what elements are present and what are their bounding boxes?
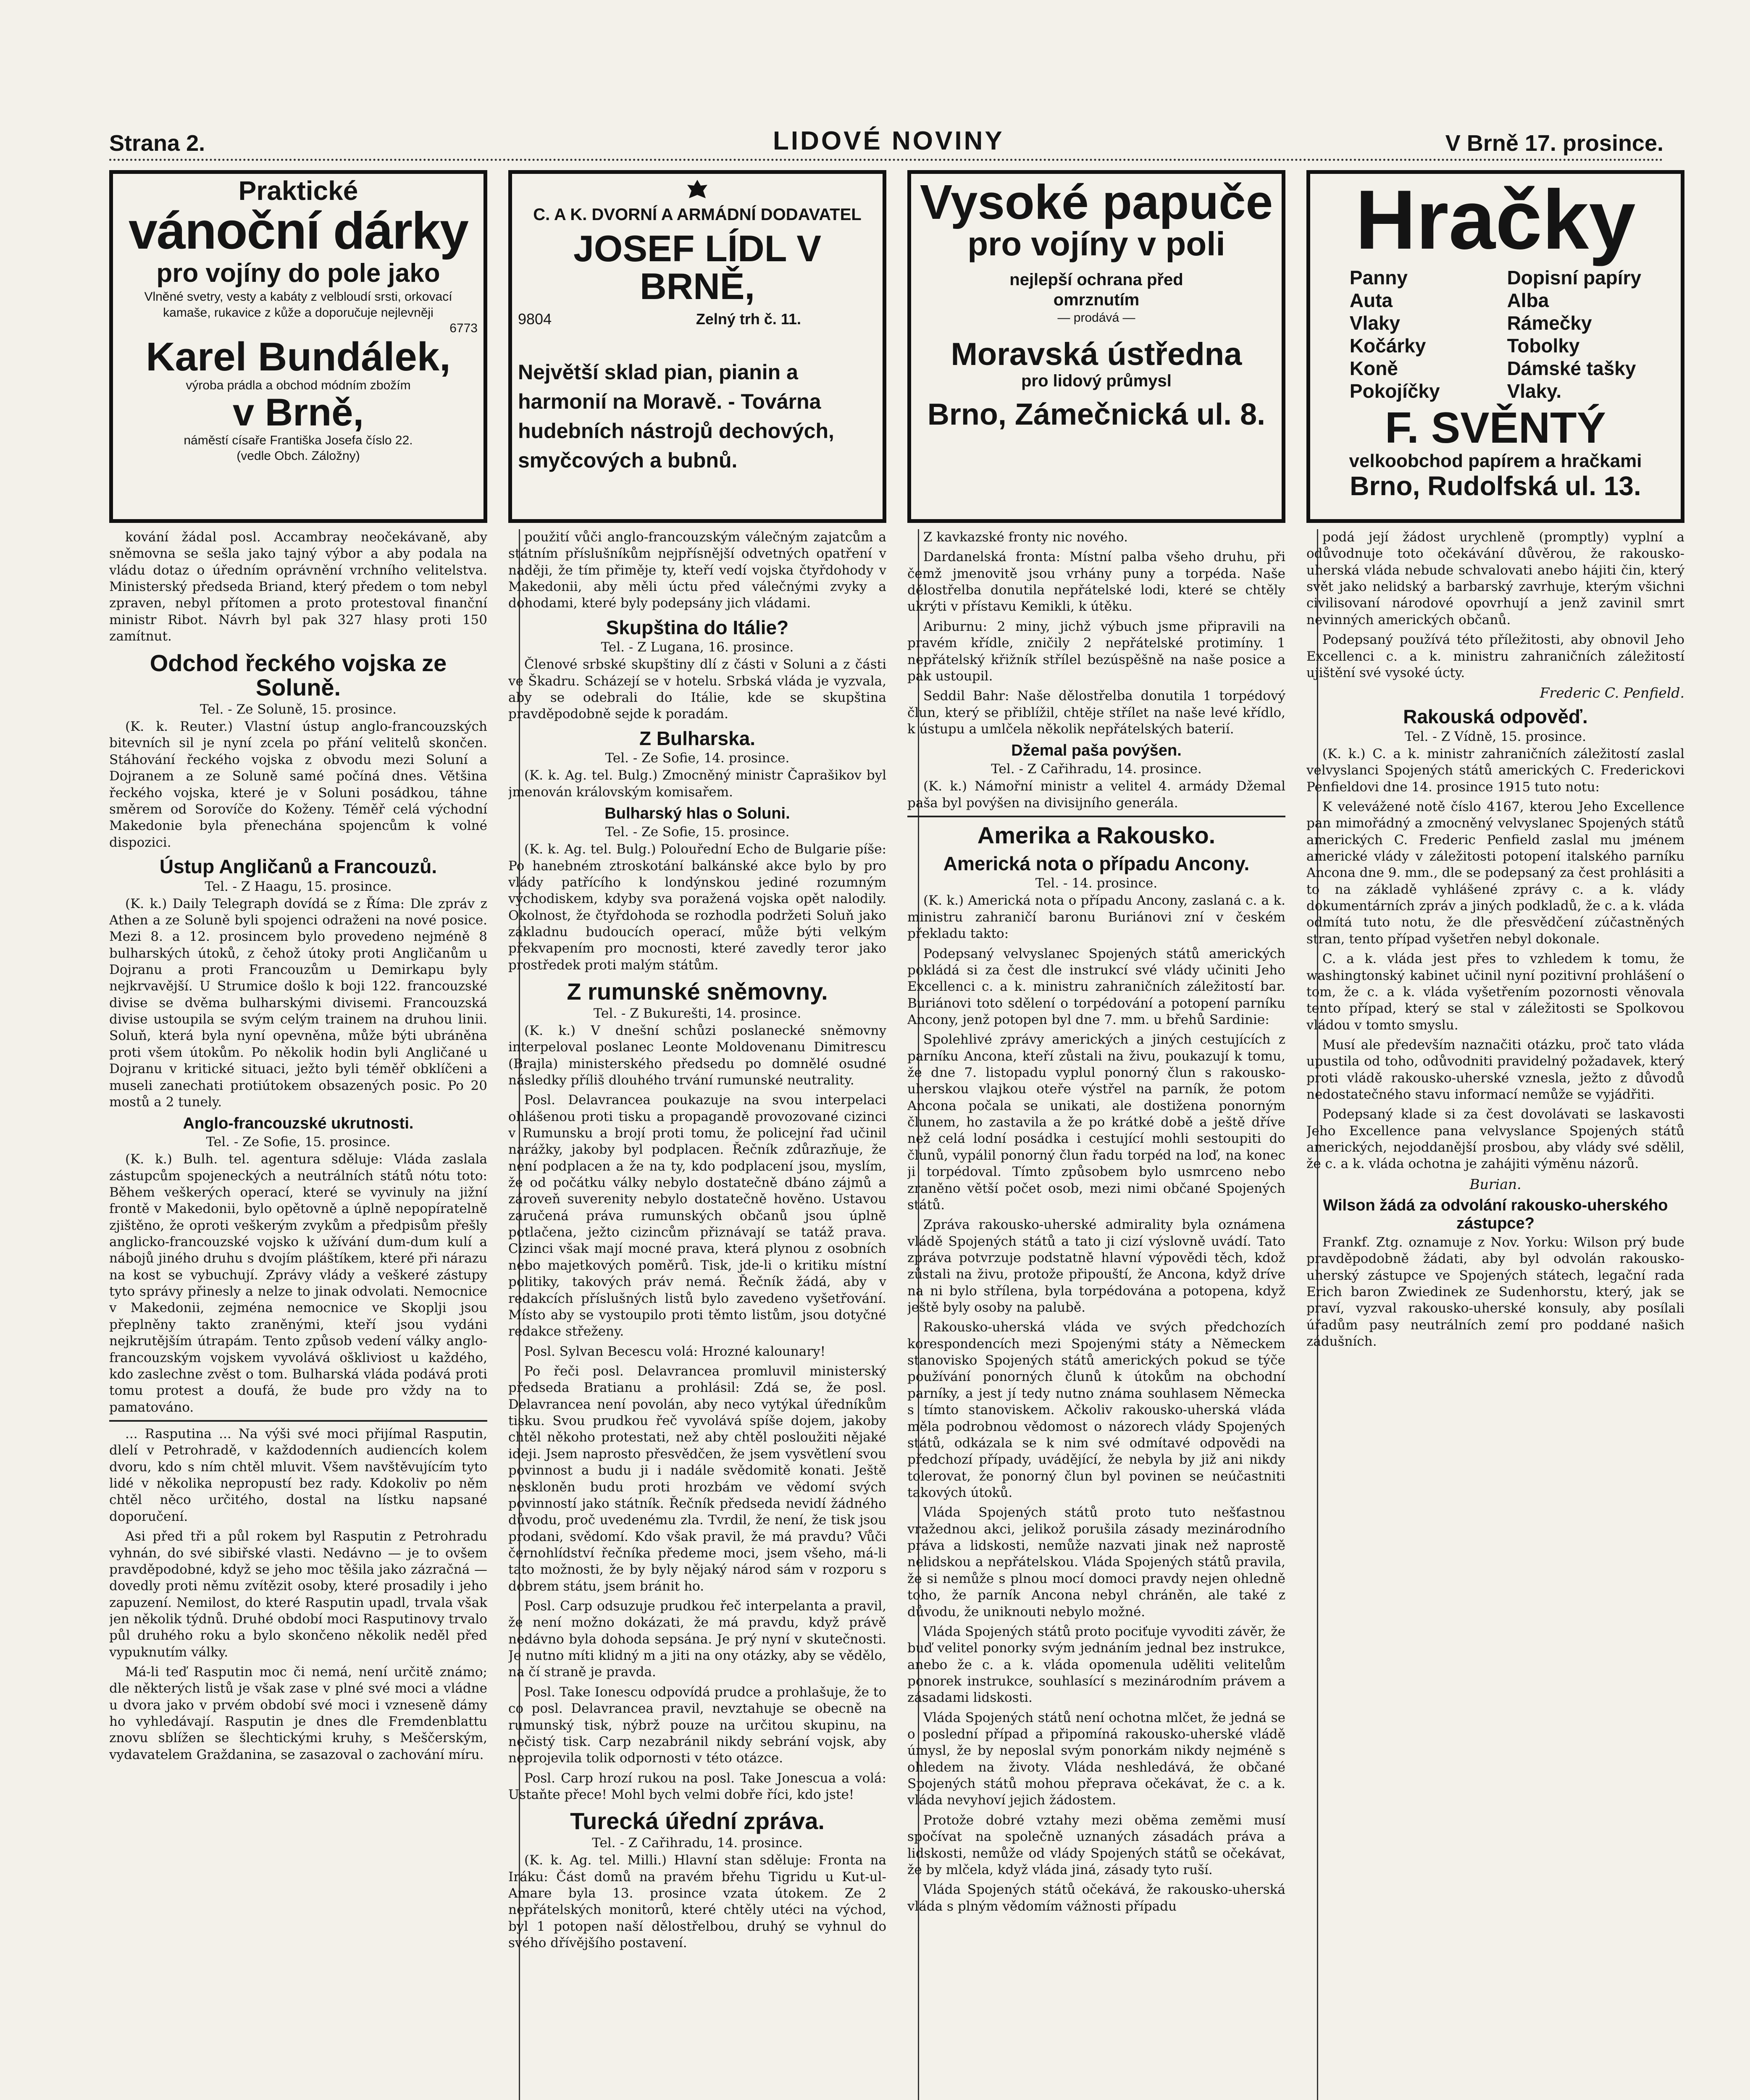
dateline: Tel. - Z Haagu, 15. prosince. bbox=[205, 879, 392, 894]
paragraph: Protože dobré vztahy mezi oběma zeměmi musí spočívat na společně uznaných zásadách práva a lidskosti, nemůže od vlády Spojených států se očekávat, že by mlčela, když vláda jiná, zásady tyto ruší. bbox=[907, 1812, 1285, 1877]
signature-burian: Burian. bbox=[1469, 1176, 1521, 1192]
separator bbox=[109, 1420, 487, 1422]
paragraph: Vláda Spojených států není ochotna mlčet, že jedná se o poslední případ a připomíná rakousko-uherské vládě úmysl, že by neposlal svým ponorkám nikdy nejméně s ohledem na životy. Vláda neshledává, že občané Spojených států mohou přeprava očekávat, že c. a k. vláda nevyhoví jejich žádostem. bbox=[907, 1710, 1285, 1808]
ad1-city: v Brně, bbox=[233, 391, 364, 434]
paragraph: Vláda Spojených států proto tuto nešťastnou vražednou akci, jelikož porušila zásady mezinárodního práva a lidskosti, nemůže nazvati jinak než naprostě nelidskou a nepřátelskou. Vláda Spojených států pravila, že si nemůže s plnou mocí domoci pravdy nejen ohledně toho, že parník Ancona nebyl chráněn, ale také z důvodu, že uniknouti nebylo možné. bbox=[907, 1505, 1285, 1620]
paragraph: (K. k.) Bulh. tel. agentura sděluje: Vláda zaslala zástupcům spojeneckých a neutrálních států nótu toto: Během veškerých operací, které se vyvinuly na jižní frontě v Makedonii, bylo opětovně a úplně nepopíratelně zjištěno, že oproti veškerým zvykům a předpisům přešly anglicko-francouzské vojsko k užívání dum-dum kulí a nábojů jiného druhu s dvojím pláštíkem, které při nárazu na kost se vybuchují. Zprávy vlády a veškeré zástupy tyto správy přinesly a nelze to jinak odvolati. Nemocnice v Makedonii, zejména nemocnice ve Skoplji jsou přeplněny takto zraněnými, kteří jsou vydáni nejkrutějším útrapám. Tento způsob vedení války anglo-francouzským vojskem vyvolává oškliviost u každého, kdo zaslechne zvěst o tom. Bulharská vláda podává proti tomu protest a doufá, že bude pro vždy na to pamatováno. bbox=[109, 1152, 487, 1415]
separator bbox=[907, 816, 1285, 817]
headline-atrocities: Anglo-francouzské ukrutnosti. bbox=[183, 1115, 414, 1133]
ad1-line4: Vlněné svetry, vesty a kabáty z velbloudí srsti, orkovací kamaše, rukavice z kůže a doporučuje nejlevněji bbox=[144, 290, 452, 320]
paragraph: (K. k. Ag. tel. Bulg.) Zmocněný ministr Čaprašikov byl jmenován královským komisařem. bbox=[508, 768, 886, 800]
paragraph: (K. k. Ag. tel. Bulg.) Polouřední Echo de Bulgarie píše: Po hanebném ztroskotání balkánské akce bylo by pro vlády patřícího k londýnskou jediné rozumným východiskem, kdyby sva poražená vojska opět nalodily. Okolnost, že čtyřdohoda se rozhodla podržeti Soluň jako základnu budoucích operací, může býti velkým překvapením pro mocnosti, které zavedly teror jako prostředek proti malým státům. bbox=[508, 842, 886, 973]
paragraph: Seddil Bahr: Naše dělostřelba donutila 1 torpédový člun, který se přiblížil, chtěje střílet na naše levé křídlo, k ústupu a umlčela několik nepřátelských baterií. bbox=[907, 688, 1285, 737]
ad4-address: Brno, Rudolfská ul. 13. bbox=[1350, 470, 1641, 501]
ad3-address: Brno, Zámečnická ul. 8. bbox=[927, 397, 1266, 431]
ad3-line2: pro vojíny v poli bbox=[967, 225, 1225, 263]
ad1-address: náměstí císaře Františka Josefa číslo 22. bbox=[184, 433, 413, 447]
headline-romanian-chamber: Z rumunské sněmovny. bbox=[567, 978, 828, 1005]
ad1-line1: Praktické bbox=[238, 176, 358, 206]
paragraph: Vláda Spojených států proto pociťuje vyvoditi závěr, že buď velitel ponorky svým jednáním jednal bez instrukce, anebo že c. a k. vláda opomenula uděliti velitelům ponorek instrukce, souhlasící s mezinárodním právem a zásadami lidskosti. bbox=[907, 1624, 1285, 1706]
subheadline-ancona-note: Americká nota o případu Ancony. bbox=[943, 852, 1250, 874]
ad-papuce bbox=[907, 170, 1285, 523]
page-number: Strana 2. bbox=[109, 131, 205, 156]
headline-bulgarian-voice: Bulharský hlas o Soluni. bbox=[604, 805, 790, 823]
headline-america-austria: Amerika a Rakousko. bbox=[977, 822, 1216, 849]
ad1-address2: (vedle Obch. Záložny) bbox=[236, 449, 360, 463]
ad1-line5: výroba prádla a obchod módním zbožím bbox=[186, 378, 411, 392]
column-3 bbox=[907, 529, 1285, 2100]
issue-date: V Brně 17. prosince. bbox=[1445, 131, 1663, 156]
paragraph: (K. k. Reuter.) Vlastní ústup anglo-francouzských bitevních sil je nyní zcela po přání velitelů skončen. Stáhování řeckého vojska z obvodu mezi Soluní a Dojranem a ze Soluně samé počíná dnes. Většina řeckého vojska, které je v Soluni posádkou, táhne směrem od Sorovíče do Koženy. Téměř celá východní Makedonie byla přenechána spojencům k volné dispozici. bbox=[109, 719, 487, 850]
headline-turkish-report: Turecká úřední zpráva. bbox=[570, 1808, 825, 1835]
article-columns bbox=[109, 529, 1684, 2100]
paragraph: Spolehlivé zprávy amerických a jiných cestujících z parníku Ancona, kteří zůstali na živu, poukazují k tomu, že dne 7. listopadu vyplul ponorný člun s rakousko-uherskou vlajkou oteře výstřel na parník, že potom Ancona počala se unikati, ale dostižena ponorným člunem, ho zastavila a že po krátké době a ještě dříve než celá lodní posádka i cestující mohli sestoupiti do člunů, vypálil ponorný člun řadu torpéd na loď, na konec ji torpédoval. Tímto způsobem bylo usmrceno nebo zraněno větší počet osob, mezi nimi občané Spojených států. bbox=[907, 1032, 1285, 1213]
ad4-item: Vlaky. bbox=[1507, 380, 1562, 402]
headline-bulgaria: Z Bulharska. bbox=[639, 727, 756, 749]
paragraph: Ariburnu: 2 miny, jichž výbuch jsme připravili na pravém křídle, zničily 2 nepřátelské protimíny. 1 nepřátelský křižník střílel bezúspěšně na naše posice a pak ustoupil. bbox=[907, 619, 1285, 684]
headline-wilson: Wilson žádá za odvolání rakousko-uherského zástupce? bbox=[1323, 1196, 1668, 1232]
paragraph: Podepsaný používá této příležitosti, aby obnovil Jeho Excellenci c. a k. ministru zahraničních záležitostí ujištění své vysoké úcty. bbox=[1306, 632, 1684, 680]
ad4-item: Koně bbox=[1349, 357, 1398, 379]
paragraph: Posl. Delavrancea poukazuje na svou interpelaci ohlášenou proti tisku a propagandě provozované cizinci v Rumunsku a brojí proti tomu, že policejní řad učinil narážky, jakoby byl podplacen. Řečník zdůrazňuje, že není podplacen a že na ty, kdo podplacení jsou, myslím, že od počátku války nebylo dostatečně dbáno zájmů a zároveň suverenity nebylo dostatečně hověno. Ustavou zaručená práva rumunských občanů jsou úplně potlačena, ježto cizincům přiznávají se tatáž prava. Cizinci však mají mocné prava, která plynou z osobních nebo majetkových poměrů. Tisk, jde-li o kritiku místní politiky, takových práv nemá. Řečník žádá, aby v redakcích příslušných listů bylo zavedeno vyšetřování. Místo aby se vystoupilo proti těmto listům, jsou dotyčné redakce střeženy. bbox=[508, 1092, 886, 1339]
dateline: Tel. - Z Cařihradu, 14. prosince. bbox=[991, 761, 1202, 777]
eagle-emblem-icon bbox=[685, 177, 710, 202]
paragraph: Asi před tři a půl rokem byl Rasputin z Petrohradu vyhnán, do své sibiřské vlasti. Nedávno — je to ovšem pravděpodobné, když se jeho moc těšila jako zázračná — dovedly proti němu zvítězit osoby, které prosadily i jeho zapuzení. Nemilost, do které Rasputin upadl, trvala však jen několik týdnů. Druhé období moci Rasputinovy trvalo půl druhého roku a bylo skončeno několik neděl před vypuknutím války. bbox=[109, 1529, 487, 1660]
ad4-item: Tobolky bbox=[1507, 335, 1580, 357]
paragraph: Posl. Carp odsuzuje prudkou řeč interpelanta a pravil, že není možno dokázati, že má pravdu, když právě nedávno byla dohoda sepsána. Je prý nyní v skutečnosti. Je nutno míti klidný m a jiti na ony otázky, aby se vědělo, na čí straně je pravda. bbox=[508, 1599, 886, 1680]
ad4-item: Panny bbox=[1349, 267, 1408, 289]
paragraph: kování žádal posl. Accambray neočekávaně, aby sněmovna se sešla jako tajný výbor a aby podala na vládu dotaz o úředním oprávnění vrchního velitelstva. Ministerský předseda Briand, který předem o tom nebyl zpraven, nebyl přítomen a proto protestoval finanční ministr Ribot. Návrh byl pak 327 hlasy proti 150 zamítnut. bbox=[109, 530, 487, 644]
ad4-left-list bbox=[1350, 266, 1440, 402]
ad2-address-row bbox=[518, 310, 877, 328]
dateline: Tel. - Ze Soluně, 15. prosince. bbox=[200, 702, 397, 717]
signature-penfield: Frederic C. Penfield. bbox=[1540, 685, 1684, 701]
paragraph: Podepsaný klade si za čest dovolávati se laskavosti Jeho Excellence pana velvyslance Spojených států amerických, nejoddanější prosbou, aby vlády své sdělil, že c. a k. vláda ochotna je zahájiti výměnu názorů. bbox=[1306, 1107, 1684, 1172]
ad3-line4: — prodává — bbox=[1057, 310, 1135, 325]
ad4-item: Alba bbox=[1507, 289, 1549, 311]
ad4-item: Kočárky bbox=[1349, 335, 1426, 357]
ad1-headline: vánoční dárky bbox=[129, 202, 468, 260]
masthead: LIDOVÉ NOVINY bbox=[773, 126, 1004, 155]
dateline: Tel. - Z Lugana, 16. prosince. bbox=[601, 640, 794, 655]
paragraph: Po řeči posl. Delavrancea promluvil ministerský předseda Bratianu a prohlásil: Zdá se, že posl. Delavrancea není povolán, aby neco vytýkal úředníkům tisku. Svou prudkou řeč vyvolává spíše dojem, jakoby chtěl někoho protestati, než aby chtěl posloužiti nějaké ideji. Jsem naprosto přesvědčen, že jsem vysvětlení svou povinnost a budu ji i nadále svědomitě konati. Ještě neskloněn budu proti hrozbám ve vědomí svých povinností jako státník. Řečník předseda nevidí žádného důvodu, proč uvedenému zla. Tvrdil, že není, že tisk jsou prodani, svědomí. Kdo však pravil, že má pravdu? Vůči černohlídství řečníka předeme moci, jsem všeho, má-li tato možnosti, že by byly nějaký národ sám v rozporu s dobrem státu, jsem bránit ho. bbox=[508, 1364, 886, 1594]
dateline: Tel. - Z Bukurešti, 14. prosince. bbox=[593, 1005, 801, 1021]
paragraph: (K. k.) Americká nota o případu Ancony, zaslaná c. a k. ministru zahraničí baronu Buriánovi zní v českém překladu takto: bbox=[907, 893, 1285, 942]
ad3-line5: Moravská ústředna bbox=[951, 336, 1242, 373]
ad4-item: Rámečky bbox=[1507, 312, 1592, 334]
ad2-address: Zelný trh č. 11. bbox=[696, 310, 801, 328]
ad-bundalek bbox=[109, 170, 487, 523]
paragraph: Posl. Carp hrozí rukou na posl. Take Jonescua a volá: Ustaňte přece! Mohl bych velmi dobře říci, kdo jste! bbox=[508, 1770, 886, 1802]
paragraph: použití vůči anglo-francouzským válečným zajatcům a státním příslušníkům nejpřísnější odvetných opatření v naději, že tím přiměje ty, kteří vedí vojska čtyřdohody v Makedonii, aby měli úctu před válečnými zvyky a dohodami, které byly podepsány jich vládami. bbox=[508, 530, 886, 611]
paragraph: (K. k. Ag. tel. Milli.) Hlavní stan sděluje: Fronta na Iráku: Část domů na pravém břehu Tigridu u Kut-ul-Amare byla 13. prosince vzata útokem. Ze 2 nepřátelských monitorů, které chtěly utéci na východ, byl 1 potopen naší dělostřelbou, druhý se vyhnul do svého dřívějšího postavení. bbox=[508, 1853, 886, 1950]
dateline: Tel. - Ze Sofie, 15. prosince. bbox=[605, 824, 790, 840]
headline-austrian-reply: Rakouská odpověď. bbox=[1403, 706, 1588, 728]
headline-greek-army: Odchod řeckého vojska ze Soluně. bbox=[150, 649, 447, 701]
paragraph: Zpráva rakousko-uherské admirality byla oznámena vládě Spojených států a tato ji cizí výslovně uvádí. Tato zpráva potvrzuje podstatně hlavní výpovědi těch, kdož zůstali na živu, protože připouští, že Ancona, když dríve na ni bylo střílena, byla torpédována a potopena, když ještě byly osoby na palubě. bbox=[907, 1217, 1285, 1315]
paragraph: (K. k.) Námořní ministr a velitel 4. armády Džemal paša byl povýšen na divisijního generála. bbox=[907, 779, 1285, 811]
header-rule bbox=[109, 159, 1663, 161]
ad4-line1: velkoobchod papírem a hračkami bbox=[1349, 451, 1642, 472]
paragraph: Rakousko-uherská vláda ve svých předchozích korespondencích mezi Spojenými státy a Německem stanovisko Spojených států amerických pokud se týče používání ponorných člunů k útokům na obchodní parníky, a jest jí tedy nutno známa souhlasem Německa s tímto stanoviskem. Ačkoliv rakousko-uherská vláda měla podrobnou vědomost o názorech vlády Spojených států, odkázala se k nim své odmítavé odpovědi na předchozí případy, uvádějící, že nebyla by již ani nikdy tolerovat, že ponorný člun byl povinen se neúčastniti takových útoků. bbox=[907, 1320, 1285, 1500]
paragraph: Dardanelská fronta: Místní palba všeho druhu, při čemž jmenovitě jsou vrhány puny a torpéda. Naše dělostřelba donutila nepřátelské lodi, které se chtěly ukrýti v přístavu Kemikli, k útěku. bbox=[907, 549, 1285, 614]
ad2-name: JOSEF LÍDL V BRNĚ, bbox=[573, 228, 822, 307]
ad2-number: 9804 bbox=[518, 310, 552, 328]
paragraph: Posl. Take Ionescu odpovídá prudce a prohlašuje, že to co posl. Delavrancea pravil, nevztahuje se obecně na rumunský tisk, nýbrž pouze na určitou skupinu, na nečistý tisk. Carp nezabránil nikdy sebrání vojsk, aby neprojevila tolik odpornosti v této otázce. bbox=[508, 1684, 886, 1766]
paragraph: Členové srbské skupštiny dlí z části v Soluni a z části ve Škadru. Scházejí se v hotelu. Srbská vláda je vyzvala, aby se odebrali do Itálie, kde se skupština pravděpodobně sejde k poradám. bbox=[508, 657, 886, 722]
ad4-headline: Hračky bbox=[1355, 173, 1636, 267]
paragraph: ... Rasputina ... Na výši své moci přijímal Rasputin, dlelí v Petrohradě, v každodenních audiencích kolem dvoru, kdo s ním chtěl mluvit. Všem navštěvujícím tyto lidé v několika nepropustí bez rady. Kdokoliv po něm chtěl něco určitého, dostal na lístku napsané doporučení. bbox=[109, 1426, 487, 1524]
ad2-line1: C. A K. DVORNÍ A ARMÁDNÍ DODAVATEL bbox=[533, 205, 862, 224]
ad4-right-list bbox=[1507, 266, 1641, 402]
ad4-item: Auta bbox=[1349, 289, 1393, 311]
paragraph: Má-li teď Rasputin moc či nemá, není určitě známo; dle některých listů je však zase v plné své moci a vládne u dvora jako v prvém období své moci i vzneseně dámy ho vyhledávají. Rasputin je dnes dle Fremdenblattu znovu sblížen se šlechtickými kruhy, s Meščerským, vydavatelem Graždanina, se zasazoval o zachování míru. bbox=[109, 1664, 487, 1762]
ad1-number: 6773 bbox=[449, 321, 478, 336]
paragraph: Vláda Spojených států očekává, že rakousko-uherská vláda s plným vědomím vážnosti případu bbox=[907, 1882, 1285, 1914]
dateline: Tel. - Z Cařihradu, 14. prosince. bbox=[592, 1835, 803, 1851]
paragraph: Frankf. Ztg. oznamuje z Nov. Yorku: Wilson prý bude pravděpodobně žádati, aby byl odvolán rakousko-uherský zástupce ve Spojených státech, legační rada Erich baron Zwiedinek ze Sudenhorstu, který, jak se praví, vyzval rakousko-uherské konsuly, aby posílali úřadům pasy neutrálních zemí pro poddané našich zádušních. bbox=[1306, 1234, 1684, 1349]
ad4-item: Dopisní papíry bbox=[1507, 267, 1642, 289]
column-1 bbox=[109, 529, 487, 2100]
ad1-line3: pro vojíny do pole jako bbox=[156, 258, 440, 288]
ad3-line3: nejlepší ochrana před omrznutím bbox=[1009, 270, 1183, 309]
paragraph: C. a k. vláda jest přes to vzhledem k tomu, že washingtonský kabinet učinil nyní pozitivní prohlášení o tom, že c. a k. vláda vyšetřením pozornosti věnovala tento případ, který se stal v záležitosti se Spolkovou vládou v tomto smyslu. bbox=[1306, 951, 1684, 1033]
paragraph: K velevážené notě číslo 4167, kterou Jeho Excellence pan mimořádný a zmocněný velvyslanec Spojených států amerických C. Frederic Penfield zaslal mu jménem americké vlády v záležitosti potopení italského parníku Ancona dne 9. mm., dle se podepsaný za čest prohlásiti a to na základě vyhlášené zprávy c. a k. vlády dokumentárních zpráv a jiných podkladů, že c. a k. vláda odmítá tuto notu, že dle přesvědčení zúčastněných stran, tento případ vyšetřen nebyl dokonale. bbox=[1306, 799, 1684, 947]
paragraph: (K. k.) C. a k. ministr zahraničních záležitostí zaslal velvyslanci Spojených států amerických C. Frederickovi Penfieldovi dne 14. prosince 1915 tuto notu: bbox=[1306, 746, 1684, 795]
headline-retreat: Ústup Angličanů a Francouzů. bbox=[159, 855, 437, 877]
paragraph: podá její žádost urychleně (promptly) vyplní a odůvodnuje toto očekávání důvěrou, že rakousko-uherská vláda nebude schvalovati anebo hájiti čin, který svět jako nelidský a barbarský zavrhuje, kterým všichni civilisovaní národové opovrhují a jenž zavinil smrt nevinných amerických občanů. bbox=[1306, 530, 1684, 627]
page-header bbox=[109, 126, 1663, 160]
headline-dzemal: Džemal paša povýšen. bbox=[1011, 742, 1182, 760]
ad3-line6: pro lidový průmysl bbox=[1021, 371, 1172, 390]
dateline: Tel. - Ze Sofie, 14. prosince. bbox=[605, 751, 790, 766]
ad2-text: Největší sklad pian, pianin a harmonií na Moravě. - Továrna hudebních nástrojů dechových, smyčcových a bubnů. bbox=[518, 360, 834, 472]
paragraph: Posl. Sylvan Becescu volá: Hrozné kalounary! bbox=[524, 1344, 826, 1359]
headline-skupstina: Skupština do Itálie? bbox=[606, 616, 789, 638]
dateline: Tel. - Z Vídně, 15. prosince. bbox=[1405, 729, 1586, 744]
paragraph: Z kavkazské fronty nic nového. bbox=[923, 530, 1128, 545]
paragraph: (K. k.) V dnešní schůzi poslanecké sněmovny interpeloval poslanec Leonte Moldovenanu Dimitrescu (Brajla) ministerského předsedu po domnělé osudné následky příliš dlouhého trvání rumunské neutrality. bbox=[508, 1023, 886, 1088]
newspaper-page bbox=[63, 0, 1684, 2100]
dateline: Tel. - Ze Sofie, 15. prosince. bbox=[206, 1134, 391, 1150]
ad4-item: Vlaky bbox=[1349, 312, 1401, 334]
ad3-headline: Vysoké papuče bbox=[920, 175, 1273, 229]
paragraph: (K. k.) Daily Telegraph dovídá se z Říma: Dle zpráv z Athen a ze Soluně byli spojenci odraženi na nové posice. Mezi 8. a 12. prosincem bylo provedeno nejméně 8 bulharských útoků, z čehož útoky proti Angličanům u Dojranu a proti Francouzům u Demirkapu byly nejkrvavější. U Strumice došlo k boji 122. francouzské divise se dvěma bulharskými divisemi. Francouzská divise ustoupila se svým celým trainem na druhou linii. Soluň, která byla nyní opevněna, může býti ubráněna proti všem útokům. Po několik hodin byli Angličané u Dojranu v kritické situaci, ježto byli téměř obklíčeni a museli zanechati protiútokem obsazených posic. Po 20 mostů a 2 tunely. bbox=[109, 896, 487, 1110]
column-4 bbox=[1306, 529, 1684, 2100]
ad4-item: Pokojíčky bbox=[1349, 380, 1440, 402]
ad1-name: Karel Bundálek, bbox=[146, 334, 451, 379]
paragraph: Musí ale především naznačiti otázku, proč tato vláda upustila od toho, odůvodniti pravidelný požadavek, který proti vládě rakousko-uherské vznesla, ježto z důvodů nedostatečného stavu informací nemůže se vyjádřiti. bbox=[1306, 1037, 1684, 1102]
ad4-name: F. SVĚNTÝ bbox=[1385, 404, 1606, 452]
ad-sventy bbox=[1306, 170, 1684, 523]
dateline: Tel. - 14. prosince. bbox=[1035, 876, 1158, 891]
column-2 bbox=[508, 529, 886, 2100]
ad-lidl bbox=[508, 170, 886, 523]
ad4-item: Dámské tašky bbox=[1507, 357, 1636, 379]
ad4-product-list bbox=[1316, 266, 1675, 402]
paragraph: Podepsaný velvyslanec Spojených států amerických pokládá si za čest dle instrukcí své vlády učiniti Jeho Excellenci c. a k. ministru zahraničních záležitostí bar. Buriánovi toto sdělení o torpédování a potopení parníku Ancony, jenž potopen byl dne 7. mm. u břehů Sardinie: bbox=[907, 946, 1285, 1027]
